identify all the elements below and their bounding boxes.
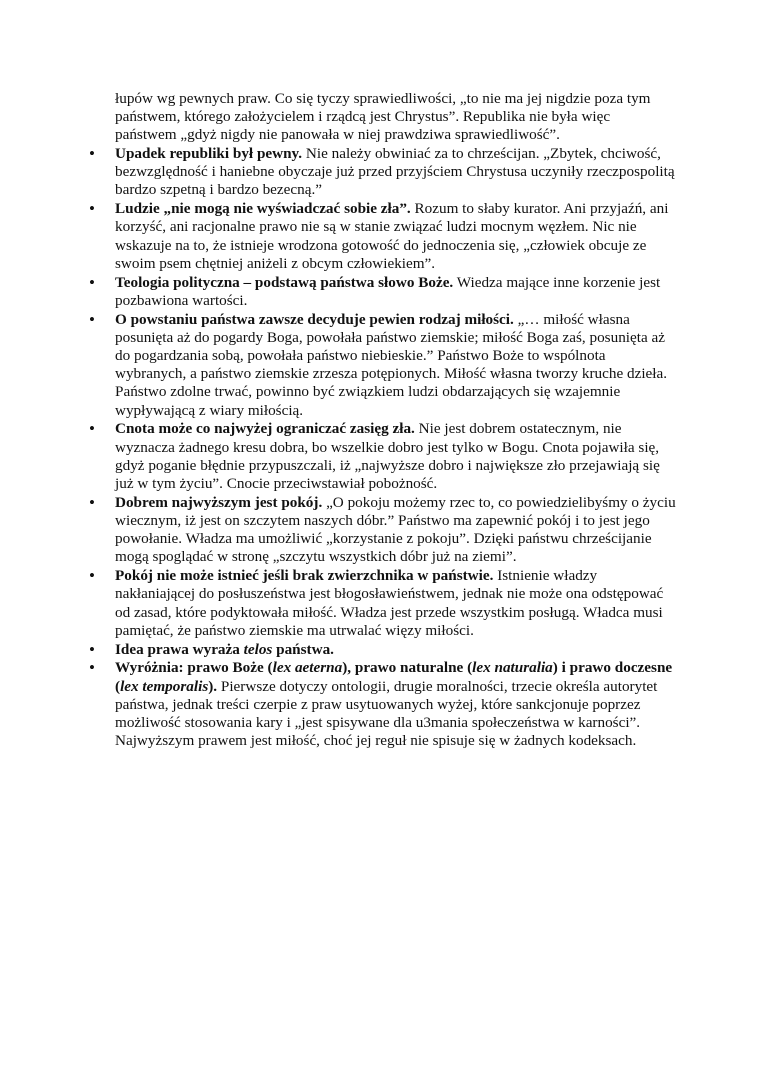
item-lead: Cnota może co najwyżej ograniczać zasięg zła. — [115, 420, 415, 438]
list-item — [85, 494, 680, 567]
bullet-icon: • — [89, 419, 95, 439]
item-text: Rozum to słaby kurator. Ani przyjaźń, ani korzyść, ani racjonalne prawo nie są w stanie związać ludzi mocnym węzłem. Nic nie wskazuje na to, że istnieje wrodzona gotowość do jednoczenia się, „człowiek obcuje ze swoim psem chętniej aniżeli z obcym człowiekiem”. — [115, 200, 669, 272]
bullet-icon: • — [89, 566, 95, 586]
list-item — [85, 274, 680, 310]
item-lead-italic: telos — [243, 640, 273, 658]
item-lead: Dobrem najwyższym jest pokój. — [115, 493, 323, 511]
item-lead-part: ). — [208, 677, 218, 695]
list-item — [85, 311, 680, 420]
bullet-icon: • — [89, 309, 95, 329]
item-lead: Teologia polityczna – podstawą państwa słowo Boże. — [115, 273, 454, 291]
item-lead-part: ), prawo naturalne ( — [342, 659, 473, 677]
item-lead-part: ) i prawo doczesne ( — [115, 659, 673, 695]
item-text: „… miłość własna posunięta aż do pogardy Boga, powołała państwo ziemskie; miłość Boga zaś, posunięta aż do pogardzania sobą, powołała państwo niebieskie.” Państwo Boże to wspólnota wybranych, a państwo ziemskie zrzesza potępionych. Miłość własna tworzy kruche dzieła. Państwo zdolne trwać, powinno być związkiem ludzi obdarzających się wzajemnie wypływającą z wiary miłością. — [115, 310, 668, 419]
list-item — [85, 659, 680, 750]
item-lead: Ludzie „nie mogą nie wyświadczać sobie zła”. — [115, 200, 411, 218]
item-lead: O powstaniu państwa zawsze decyduje pewien rodzaj miłości. — [115, 310, 514, 328]
item-text: Wiedza mające inne korzenie jest pozbawiona wartości. — [115, 273, 661, 309]
item-lead — [115, 641, 334, 658]
item-lead-italic: lex temporalis — [120, 677, 209, 695]
bullet-icon: • — [89, 144, 95, 163]
list-item — [85, 641, 680, 659]
item-text: Istnienie władzy nakłaniającej do posłuszeństwa jest błogosławieństwem, jednak nie może ona odstępować od zasad, które podyktowała miłość. Władza jest przede wszystkim posługą. Władca musi pamiętać, że państwo ziemskie ma utrwalać więzy miłości. — [115, 567, 664, 639]
item-lead: Pokój nie może istnieć jeśli brak zwierzchnika w państwie. — [115, 567, 494, 585]
item-text: Nie należy obwiniać za to chrześcijan. „Zbytek, chciwość, bezwzględność i haniebne obyczaje już przed przyjściem Chrystusa uczyniły rzeczpospolitą bardzo szpetną i bardzo bezecną.” — [115, 145, 675, 199]
item-lead-part: Idea prawa wyraża — [115, 640, 244, 658]
list-item — [85, 200, 680, 273]
item-lead-part: państwa. — [272, 640, 334, 658]
item-text: Pierwsze dotyczy ontologii, drugie moralności, trzecie określa autorytet państwa, jednak treści czerpie z praw usytuowanych wyżej, które sankcjonuje poprzez możliwość stosowania kary i „jest spisywane dla u3mania społeczeństwa w karności”. Najwyższym prawem jest miłość, choć jej reguł nie spisuje się w żadnych kodeksach. — [115, 677, 658, 750]
item-lead-part: Wyróżnia: prawo Boże ( — [115, 659, 273, 677]
bullet-list — [85, 145, 680, 751]
bullet-icon: • — [89, 272, 95, 292]
bullet-icon: • — [89, 639, 95, 659]
item-text: Nie jest dobrem ostatecznym, nie wyznacza żadnego kresu dobra, bo wszelkie dobro jest tylko w Bogu. Cnota pojawiła się, gdyż poganie błędnie przypuszczali, iż „najwyższe dobro i największe zło przejawiają się już w tym życiu”. Cnocie przeciwstawiał pobożność. — [115, 420, 660, 493]
bullet-icon: • — [89, 492, 95, 512]
item-lead-italic: lex aeterna — [272, 659, 343, 677]
item-text: „O pokoju możemy rzec to, co powiedzielibyśmy o życiu wiecznym, iż jest on szczytem naszych dóbr.” Państwo ma zapewnić pokój i to jest jego powołanie. Władza ma umożliwić „korzystanie z pokoju”. Dzięki państwu chrześcijanie mogą spoglądać w stronę „szczytu wszystkich dóbr już na ziemi”. — [115, 493, 676, 566]
list-item — [85, 420, 680, 493]
item-lead-italic: lex naturalia — [472, 659, 553, 677]
list-item — [85, 567, 680, 640]
item-lead: Upadek republiki był pewny. — [115, 145, 303, 162]
bullet-icon: • — [89, 199, 95, 219]
list-item — [85, 145, 680, 200]
intro-paragraph: łupów wg pewnych praw. Co się tyczy sprawiedliwości, „to nie ma jej nigdzie poza tym państwem, którego założycielem i rządcą jest Chrystus”. Republika nie była więc państwem „gdyż nigdy nie panowała w niej prawdziwa sprawiedliwość”. — [115, 90, 651, 144]
bullet-icon: • — [89, 658, 95, 678]
